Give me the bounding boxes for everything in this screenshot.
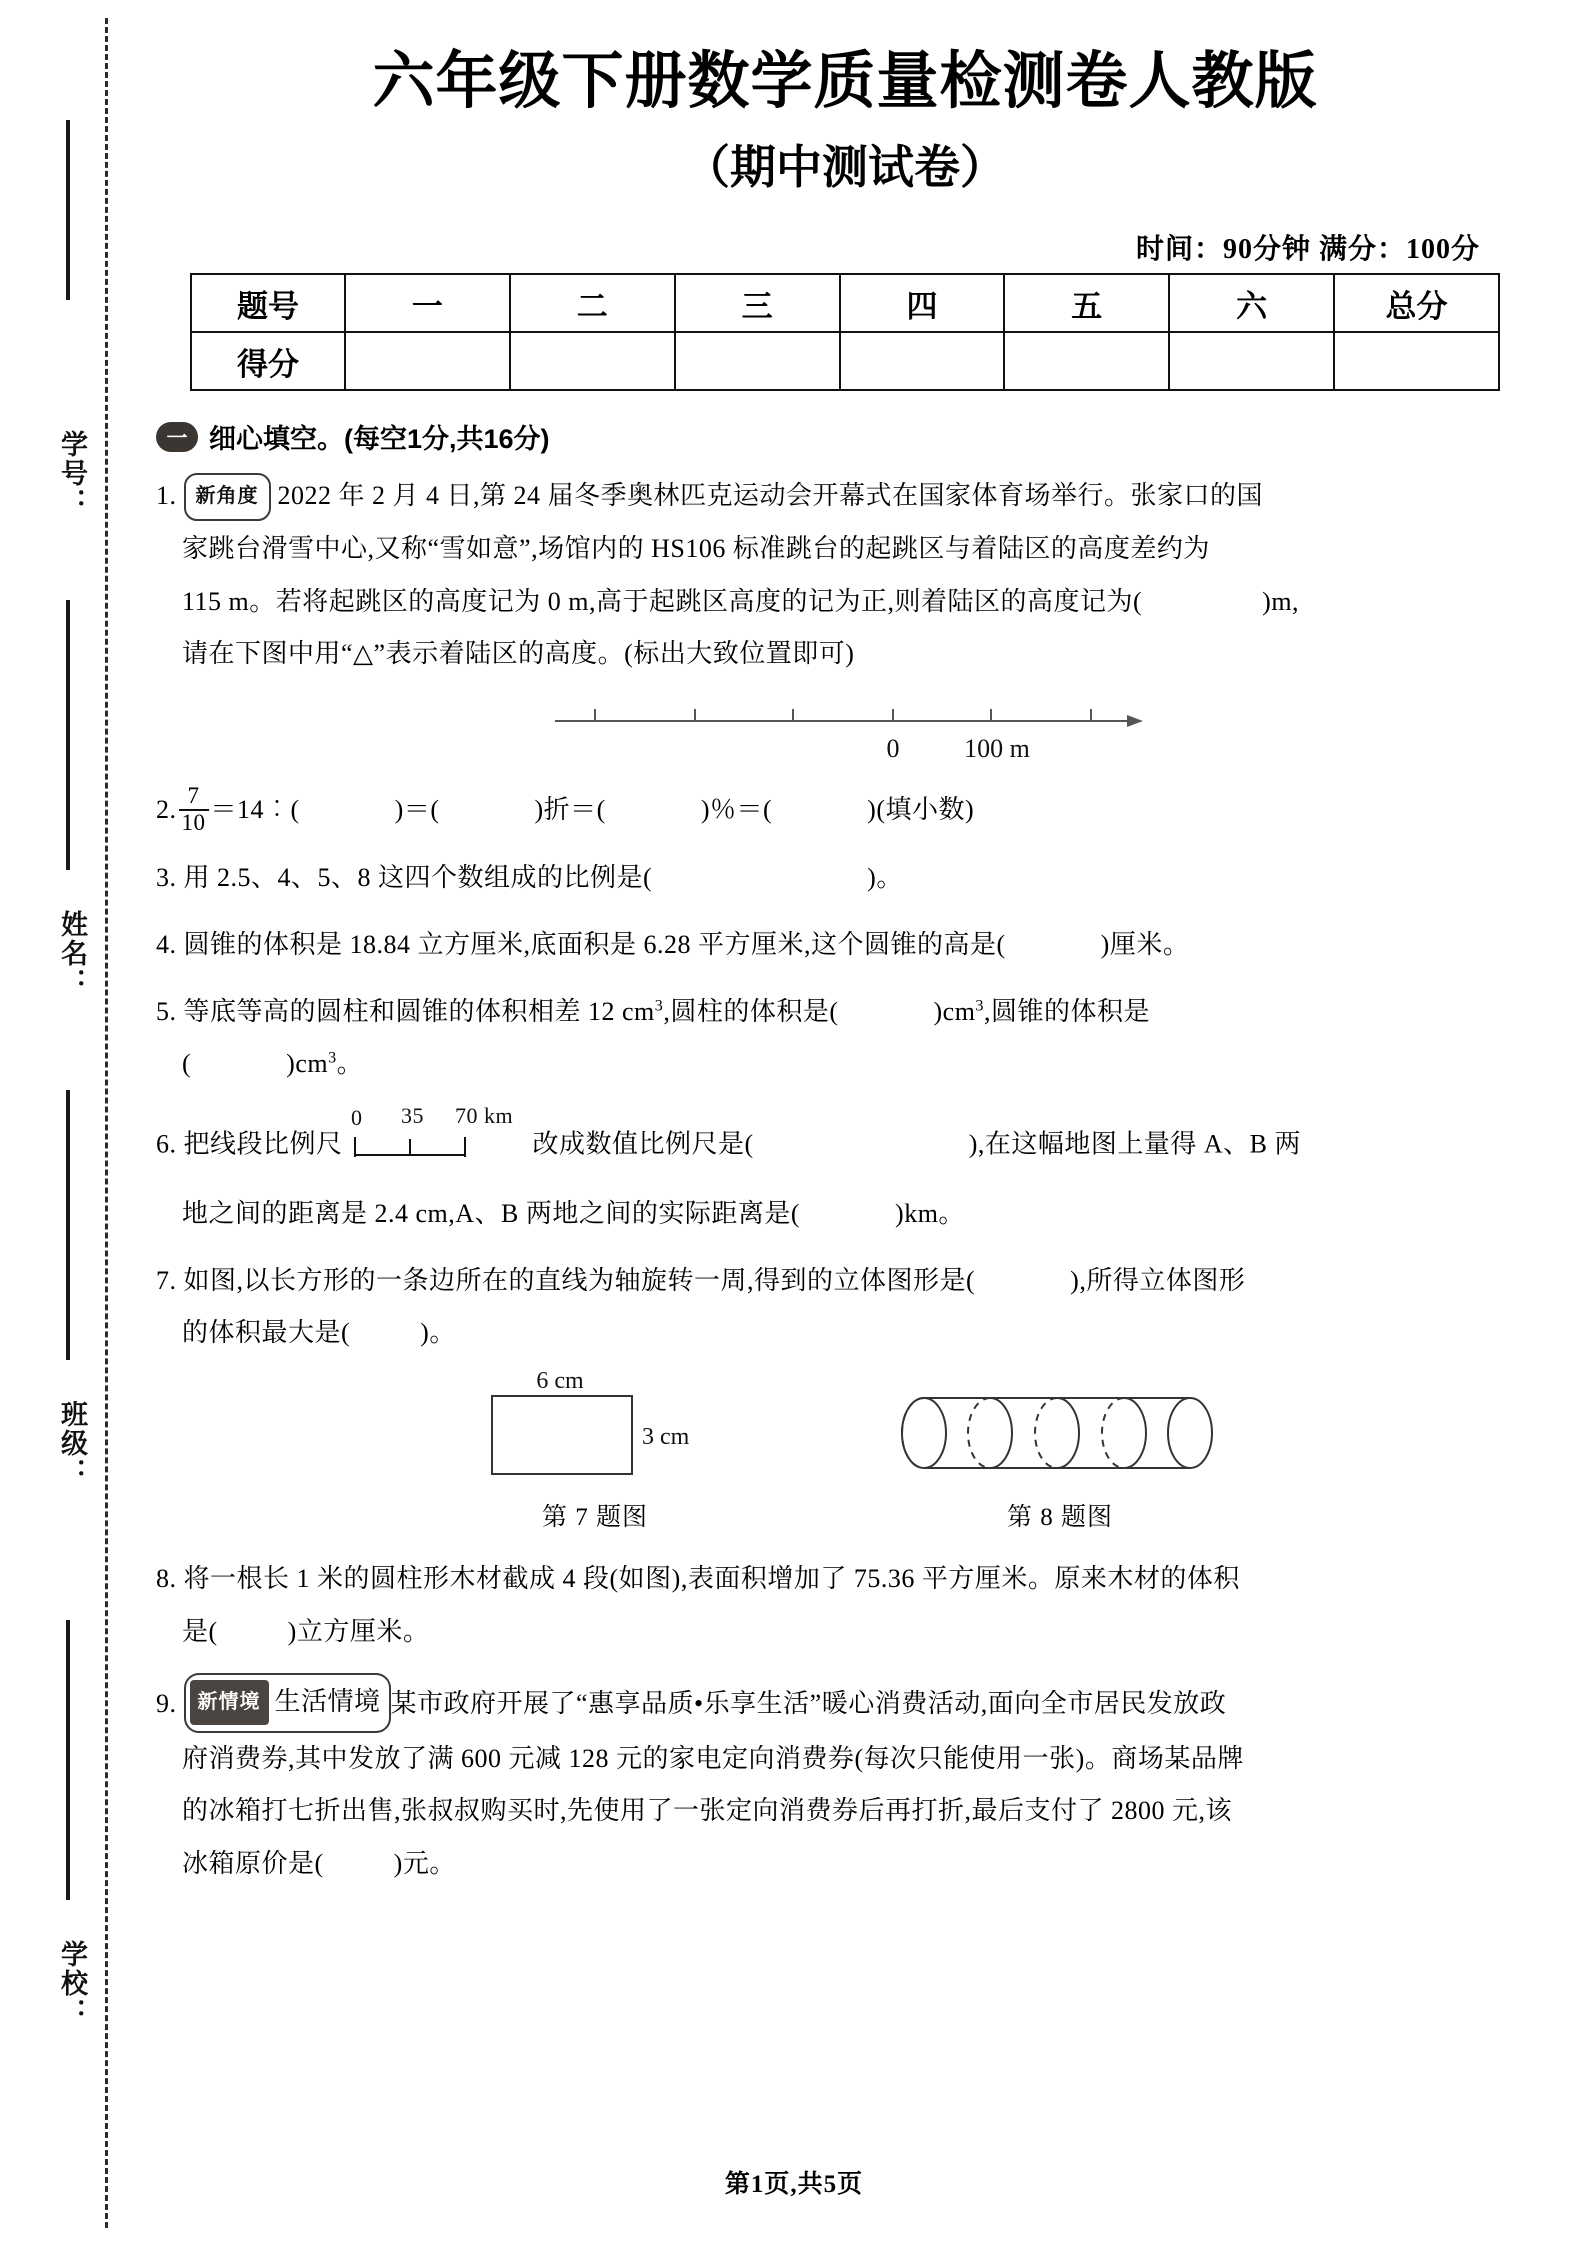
score-table-section-2: 二 [510, 274, 675, 332]
section-number-badge: 一 [156, 422, 198, 452]
score-table [190, 273, 1500, 391]
figure-7-caption: 第 7 题图 [541, 1504, 648, 1532]
question-2-number: 2. [156, 795, 177, 825]
question-5-number: 5. [156, 996, 177, 1026]
question-1-number: 1. [156, 481, 177, 511]
question-7 [156, 1255, 1540, 1361]
question-5-t2: ,圆柱的体积是( [663, 996, 839, 1026]
score-table-section-3: 三 [675, 274, 840, 332]
margin-label-name: 姓名： [57, 910, 87, 997]
score-table-section-6: 六 [1169, 274, 1334, 332]
fraction-numerator: 7 [187, 783, 200, 809]
question-5-sup3: 3 [328, 1049, 337, 1067]
score-cell-3[interactable] [675, 332, 840, 390]
question-3-tail: )。 [867, 863, 903, 893]
rectangle-figure-svg [470, 1368, 720, 1486]
question-3-number: 3. [156, 863, 177, 893]
score-cell-6[interactable] [1169, 332, 1334, 390]
table-row [191, 332, 1499, 390]
question-9-badges [184, 1673, 391, 1733]
question-2-p2: )＝( [394, 795, 440, 825]
fraction-denominator: 10 [179, 809, 209, 836]
score-cell-4[interactable] [840, 332, 1005, 390]
scale-label-35: 35 [400, 1103, 424, 1129]
question-7-t4: )。 [420, 1318, 456, 1348]
question-5-t7: 。 [336, 1049, 364, 1079]
section-heading [156, 417, 1540, 456]
question-2-p5: )(填小数) [867, 795, 975, 825]
question-6-t4: 地之间的距离是 2.4 cm,A、B 两地之间的实际距离是( [182, 1198, 801, 1228]
page-footer: 第1页,共5页 [724, 2171, 864, 2198]
question-6-number: 6. [156, 1129, 177, 1159]
question-5-t4: ,圆锥的体积是 [983, 996, 1150, 1026]
question-8-t1: 将一根长 1 米的圆柱形木材截成 4 段(如图),表面积增加了 75.36 平方厘米。原来木材的体积 [183, 1564, 1240, 1594]
question-4 [156, 919, 1540, 972]
scale-label-0: 0 [350, 1105, 363, 1131]
question-9-line4a: 冰箱原价是( [182, 1849, 324, 1879]
question-1-line3a: 115 m。若将起跳区的高度记为 0 m,高于起跳区高度的记为正,则着陆区的高度记为( [182, 586, 1143, 616]
score-table-total: 总分 [1334, 274, 1499, 332]
cylinder-figure-svg [900, 1368, 1220, 1486]
question-7-number: 7. [156, 1265, 177, 1295]
question-6-t5: )km。 [895, 1198, 965, 1228]
question-3-text: 用 2.5、4、5、8 这四个数组成的比例是( [183, 863, 653, 893]
question-1-line1: 2022 年 2 月 4 日,第 24 届冬季奥林匹克运动会开幕式在国家体育场举行。张家口的国 [277, 481, 1264, 511]
question-2 [156, 784, 1540, 838]
question-2-p4: )％＝( [700, 795, 773, 825]
score-cell-2[interactable] [510, 332, 675, 390]
number-line-label-zero: 0 [886, 734, 900, 764]
question-9-badge-life-context: 生活情境 [274, 1686, 381, 1716]
question-5-sup2: 3 [975, 996, 984, 1014]
question-7-t1: 如图,以长方形的一条边所在的直线为轴旋转一周,得到的立体图形是( [183, 1265, 976, 1295]
page-subtitle: （期中测试卷） [684, 142, 1006, 194]
question-1-line3b: )m, [1262, 586, 1300, 616]
question-5-sup1: 3 [654, 996, 664, 1014]
margin-labels [22, 0, 92, 2246]
question-9-number: 9. [156, 1688, 177, 1718]
question-8-t2: 是( [182, 1616, 218, 1646]
question-5-t6: )cm [286, 1049, 329, 1079]
question-4-text: 圆锥的体积是 18.84 立方厘米,底面积是 6.28 平方厘米,这个圆锥的高是( [183, 929, 1006, 959]
rect-top-label: 6 cm [536, 1368, 584, 1395]
score-table-section-5: 五 [1004, 274, 1169, 332]
question-6-t1: 把线段比例尺 [183, 1129, 343, 1159]
scale-label-70: 70 km [454, 1103, 513, 1129]
question-5 [156, 986, 1540, 1092]
figure-8-caption: 第 8 题图 [1006, 1504, 1113, 1532]
question-1-line4: 请在下图中用“△”表示着陆区的高度。(标出大致位置即可) [182, 639, 855, 669]
fraction-seven-tenths [179, 784, 209, 836]
scale-bar-figure [343, 1103, 533, 1186]
question-5-t3: )cm [933, 996, 976, 1026]
question-8-t3: )立方厘米。 [287, 1616, 430, 1646]
figures-row [150, 1368, 1540, 1533]
score-row-label: 得分 [191, 332, 345, 390]
question-2-p3: )折＝( [534, 795, 606, 825]
question-6-t3: ),在这幅地图上量得 A、B 两 [968, 1129, 1301, 1159]
score-table-section-1: 一 [345, 274, 510, 332]
question-4-number: 4. [156, 929, 177, 959]
question-8 [156, 1553, 1540, 1659]
margin-label-student-id: 学号： [57, 430, 87, 517]
question-8-number: 8. [156, 1564, 177, 1594]
score-table-section-4: 四 [840, 274, 1005, 332]
page-title: 六年级下册数学质量检测卷人教版 [372, 48, 1318, 116]
scale-bar-svg [343, 1103, 533, 1167]
number-line-figure [150, 687, 1540, 782]
score-cell-5[interactable] [1004, 332, 1169, 390]
table-row [191, 274, 1499, 332]
question-5-t5: ( [182, 1049, 192, 1079]
question-6-t2: 改成数值比例尺是( [532, 1129, 754, 1159]
margin-label-school: 学校： [57, 1940, 87, 2027]
figure-8 [900, 1368, 1220, 1533]
question-1-badge: 新角度 [184, 473, 271, 521]
exam-meta: 时间：90分钟 满分：100分 [1135, 234, 1480, 266]
score-table-header-label: 题号 [191, 274, 345, 332]
question-1-line2: 家跳台滑雪中心,又称“雪如意”,场馆内的 HS106 标准跳台的起跳区与着陆区的高度差约为 [182, 533, 1210, 563]
number-line-label-hundred: 100 m [964, 734, 1030, 764]
question-9-line3: 的冰箱打七折出售,张叔叔购买时,先使用了一张定向消费券后再打折,最后支付了 2800 元,该 [182, 1796, 1233, 1826]
question-9-line1: 某市政府开展了“惠享品质•乐享生活”暖心消费活动,面向全市居民发放政 [390, 1688, 1227, 1718]
question-2-p1: ＝14︰( [210, 795, 300, 825]
binding-dashed-line [105, 18, 108, 2228]
question-9-line4b: )元。 [393, 1849, 456, 1879]
question-1 [156, 470, 1540, 681]
question-7-t3: 的体积最大是( [182, 1318, 351, 1348]
question-7-t2: ),所得立体图形 [1070, 1265, 1246, 1295]
rect-side-label: 3 cm [642, 1424, 690, 1451]
number-line-svg [535, 687, 1155, 777]
section-title: 细心填空。(每空1分,共16分) [209, 424, 550, 455]
question-4-tail: )厘米。 [1100, 929, 1190, 959]
figure-7 [470, 1368, 720, 1533]
question-6 [156, 1105, 1540, 1241]
question-3 [156, 852, 1540, 905]
margin-label-class: 班级： [57, 1400, 87, 1487]
question-9-line2: 府消费券,其中发放了满 600 元减 128 元的家电定向消费券(每次只能使用一张)。商场某品牌 [182, 1743, 1244, 1773]
score-cell-1[interactable] [345, 332, 510, 390]
question-9 [156, 1673, 1540, 1891]
question-9-badge-new-context: 新情境 [190, 1680, 269, 1726]
score-cell-total[interactable] [1334, 332, 1499, 390]
question-5-t1: 等底等高的圆柱和圆锥的体积相差 12 cm [183, 996, 655, 1026]
content-column [150, 0, 1540, 1891]
